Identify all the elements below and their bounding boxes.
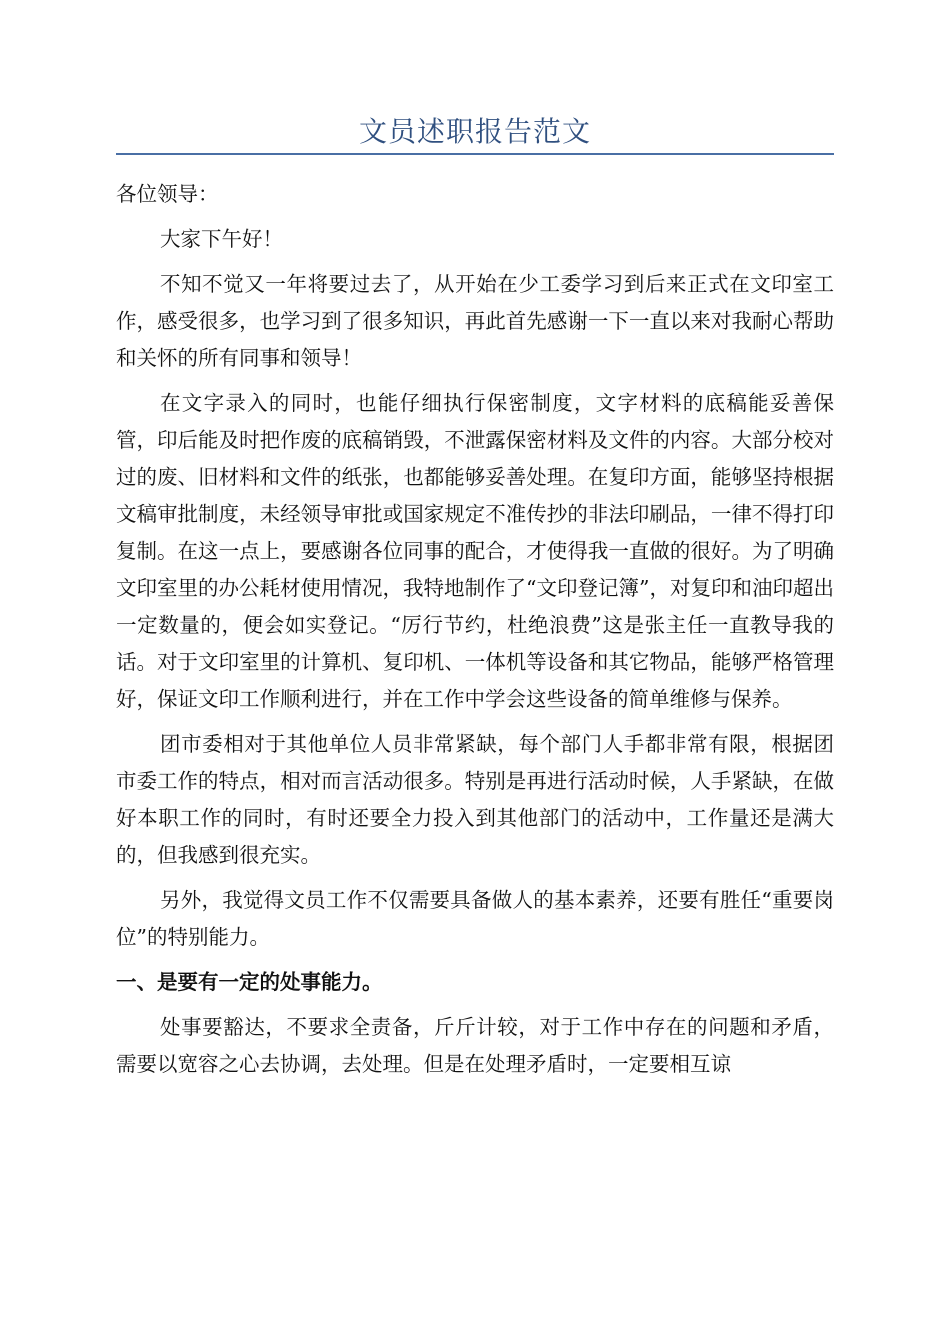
paragraph-greeting: 大家下午好！ [160,227,283,251]
document-title: 文员述职报告范文 [358,115,591,148]
paragraph-duties: 在文字录入的同时，也能仔细执行保密制度，文字材料的底稿能妥善保管，印后能及时把作废的底稿销毁，不泄露保密材料及文件的内容。大部分校对过的废、旧材料和文件的纸张，也都能够妥善处理。在复印方面，能够坚持根据文稿审批制度，未经领导审批或国家规定不准传抄的非法印刷品，一律不得打印复制。在这一点上，要感谢各位同事的配合，才使得我一直做的很好。为了明确文印室里的办公耗材使用情况，我特地制作了“文印登记簿”，对复印和油印超出一定数量的，便会如实登记。“厉行节约，杜绝浪费”这是张主任一直教导我的话。对于文印室里的计算机、复印机、一体机等设备和其它物品，能够严格管理好，保证文印工作顺利进行，并在工作中学会这些设备的简单维修与保养。 [116,391,834,711]
section-heading: 一、是要有一定的处事能力。 [116,970,383,994]
title-underline [116,153,834,155]
document-body [116,176,834,1091]
paragraph-abilities: 另外，我觉得文员工作不仅需要具备做人的基本素养，还要有胜任“重要岗位”的特别能力。 [116,888,834,949]
salutation: 各位领导： [116,182,219,206]
section-paragraph: 处事要豁达，不要求全责备，斤斤计较，对于工作中存在的问题和矛盾，需要以宽容之心去协调，去处理。但是在处理矛盾时，一定要相互谅 [116,1015,834,1076]
paragraph-workload: 团市委相对于其他单位人员非常紧缺，每个部门人手都非常有限，根据团市委工作的特点，相对而言活动很多。特别是再进行活动时候，人手紧缺，在做好本职工作的同时，有时还要全力投入到其他部门的活动中，工作量还是满大的，但我感到很充实。 [116,732,834,867]
paragraph-intro: 不知不觉又一年将要过去了，从开始在少工委学习到后来正式在文印室工作，感受很多，也学习到了很多知识，再此首先感谢一下一直以来对我耐心帮助和关怀的所有同事和领导！ [116,272,834,370]
